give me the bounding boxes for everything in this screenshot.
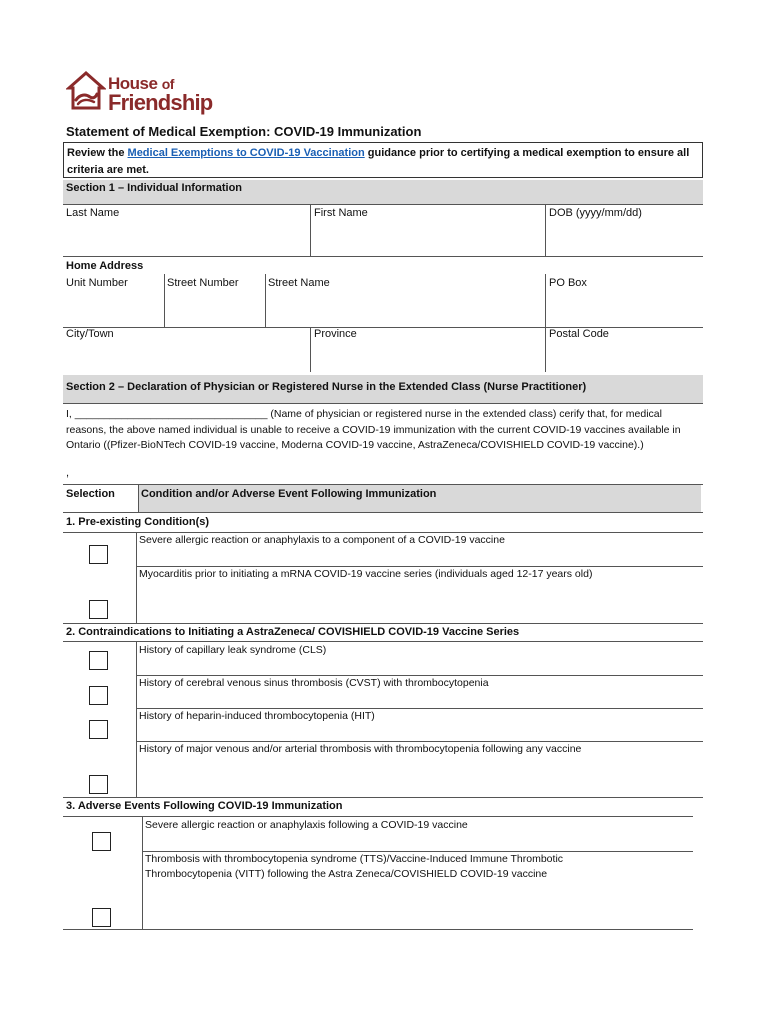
checkbox-cvst[interactable] bbox=[89, 686, 108, 705]
postal-code-label: Postal Code bbox=[549, 328, 609, 340]
house-hands-icon bbox=[66, 70, 106, 112]
checkbox-major-thrombosis[interactable] bbox=[89, 775, 108, 794]
checkbox-severe-allergic-following[interactable] bbox=[92, 832, 111, 851]
group-3-title: 3. Adverse Events Following COVID-19 Immunization bbox=[66, 800, 343, 812]
city-town-label: City/Town bbox=[66, 328, 114, 340]
dob-label: DOB (yyyy/mm/dd) bbox=[549, 207, 642, 219]
form-title: Statement of Medical Exemption: COVID-19 Immunization bbox=[66, 124, 422, 139]
checkbox-myocarditis[interactable] bbox=[89, 600, 108, 619]
checkbox-tts-vitt[interactable] bbox=[92, 908, 111, 927]
checkbox-capillary-leak[interactable] bbox=[89, 651, 108, 670]
group-2-title: 2. Contraindications to Initiating a AstraZeneca/ COVISHIELD COVID-19 Vaccine Series bbox=[66, 626, 520, 638]
condition-capillary-leak: History of capillary leak syndrome (CLS) bbox=[139, 644, 327, 656]
po-box-label: PO Box bbox=[549, 277, 587, 289]
checkbox-hit[interactable] bbox=[89, 720, 108, 739]
condition-tts-vitt: Thrombosis with thrombocytopenia syndrome (TTS)/Vaccine-Induced Immune Thrombotic Thrombocytopenia (VITT) following the Astra Zeneca/COVISHIELD COVID-19 vaccine bbox=[145, 853, 564, 880]
review-guidance-box: Review the Medical Exemptions to COVID-19 Vaccination guidance prior to certifying a medical exemption to ensure all criteria are met. bbox=[63, 142, 703, 178]
checkbox-severe-allergic-component[interactable] bbox=[89, 545, 108, 564]
home-address-label: Home Address bbox=[66, 260, 144, 272]
first-name-label: First Name bbox=[314, 207, 368, 219]
declaration-text: I, _________________________________ (Name of physician or registered nurse in the extended class) cerify that, for medical reasons, the above named individual is unable to receive a COVID-19 immunization with the current COVID-19 vaccines available in Ontario ((Pfizer-BioNTech COVID-19 vaccine, Moderna COVID-19 vaccine, AstraZeneca/COVISHIELD COVID-19 vaccine).) bbox=[66, 408, 681, 451]
street-name-label: Street Name bbox=[268, 277, 330, 289]
street-number-label: Street Number bbox=[167, 277, 239, 289]
condition-major-thrombosis: History of major venous and/or arterial thrombosis with thrombocytopenia following any vaccine bbox=[139, 743, 582, 755]
logo-text-friendship: Friendship bbox=[108, 90, 213, 115]
condition-myocarditis: Myocarditis prior to initiating a mRNA COVID-19 vaccine series (individuals aged 12-17 years old) bbox=[139, 568, 593, 580]
condition-severe-allergic-following: Severe allergic reaction or anaphylaxis following a COVID-19 vaccine bbox=[145, 819, 468, 831]
logo-text-house: House of bbox=[108, 74, 174, 93]
province-label: Province bbox=[314, 328, 357, 340]
house-of-friendship-logo bbox=[66, 70, 216, 116]
condition-column-header: Condition and/or Adverse Event Following Immunization bbox=[141, 488, 437, 500]
last-name-label: Last Name bbox=[66, 207, 120, 219]
section-2-heading: Section 2 – Declaration of Physician or Registered Nurse in the Extended Class (Nurse Practitioner) bbox=[63, 375, 703, 403]
medical-exemptions-link[interactable]: Medical Exemptions to COVID-19 Vaccination bbox=[127, 147, 365, 159]
selection-column-header: Selection bbox=[66, 488, 115, 500]
unit-number-label: Unit Number bbox=[66, 277, 128, 289]
condition-severe-allergic-component: Severe allergic reaction or anaphylaxis to a component of a COVID-19 vaccine bbox=[139, 534, 505, 546]
condition-cvst: History of cerebral venous sinus thrombosis (CVST) with thrombocytopenia bbox=[139, 677, 489, 689]
condition-hit: History of heparin-induced thrombocytopenia (HIT) bbox=[139, 710, 375, 722]
stray-comma: , bbox=[66, 467, 70, 479]
section-1-heading: Section 1 – Individual Information bbox=[63, 180, 703, 204]
group-1-title: 1. Pre-existing Condition(s) bbox=[66, 516, 210, 528]
